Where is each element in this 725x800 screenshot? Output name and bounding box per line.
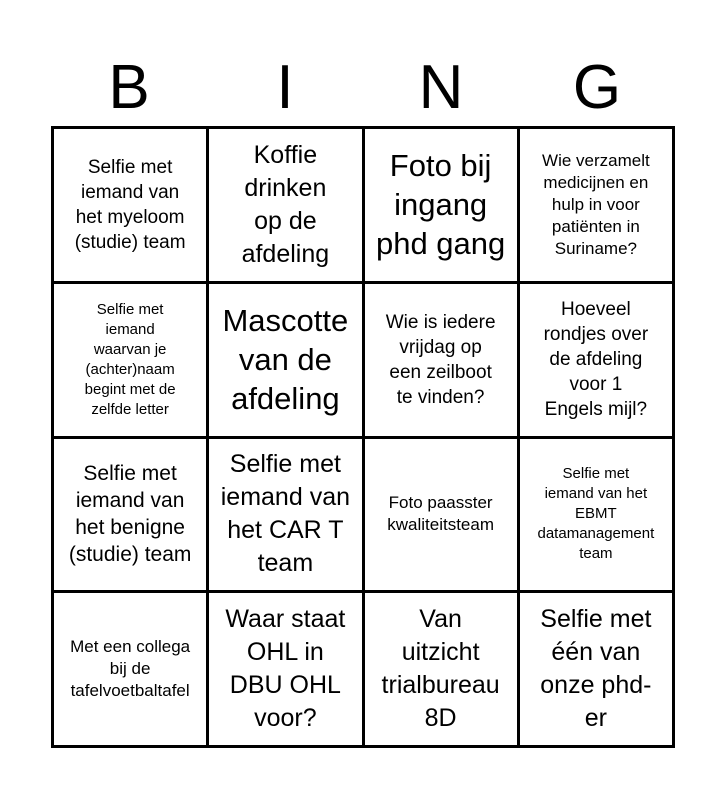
- bingo-cell-r2c4[interactable]: Hoeveel rondjes over de afdeling voor 1 Engels mijl?: [520, 284, 672, 436]
- header-letter-i: I: [276, 53, 294, 122]
- bingo-cell-r4c4[interactable]: Selfie met één van onze phd- er: [520, 593, 672, 745]
- bingo-cell-r2c2[interactable]: Mascotte van de afdeling: [209, 284, 361, 436]
- bingo-grid: [51, 126, 675, 748]
- bingo-cell-r1c1[interactable]: Selfie met iemand van het myeloom (studie) team: [54, 129, 206, 281]
- bingo-cell-r4c1[interactable]: Met een collega bij de tafelvoetbaltafel: [54, 593, 206, 745]
- bingo-cell-r1c4[interactable]: Wie verzamelt medicijnen en hulp in voor patiënten in Suriname?: [520, 129, 672, 281]
- bingo-cell-r1c2[interactable]: Koffie drinken op de afdeling: [209, 129, 361, 281]
- header-letter-g: G: [572, 53, 622, 122]
- bingo-header: [51, 52, 675, 124]
- header-letter-b: B: [108, 53, 150, 122]
- bingo-cell-r2c1[interactable]: Selfie met iemand waarvan je (achter)naam begint met de zelfde letter: [54, 284, 206, 436]
- bingo-cell-r2c3[interactable]: Wie is iedere vrijdag op een zeilboot te vinden?: [365, 284, 517, 436]
- bingo-cell-r3c4[interactable]: Selfie met iemand van het EBMT datamanagement team: [520, 439, 672, 591]
- bingo-cell-r4c3[interactable]: Van uitzicht trialbureau 8D: [365, 593, 517, 745]
- bingo-cell-r4c2[interactable]: Waar staat OHL in DBU OHL voor?: [209, 593, 361, 745]
- header-letter-n: N: [418, 53, 464, 122]
- bingo-cell-r1c3[interactable]: Foto bij ingang phd gang: [365, 129, 517, 281]
- bingo-cell-r3c2[interactable]: Selfie met iemand van het CAR T team: [209, 439, 361, 591]
- bingo-cell-r3c3[interactable]: Foto paasster kwaliteitsteam: [365, 439, 517, 591]
- bingo-cell-r3c1[interactable]: Selfie met iemand van het benigne (studie) team: [54, 439, 206, 591]
